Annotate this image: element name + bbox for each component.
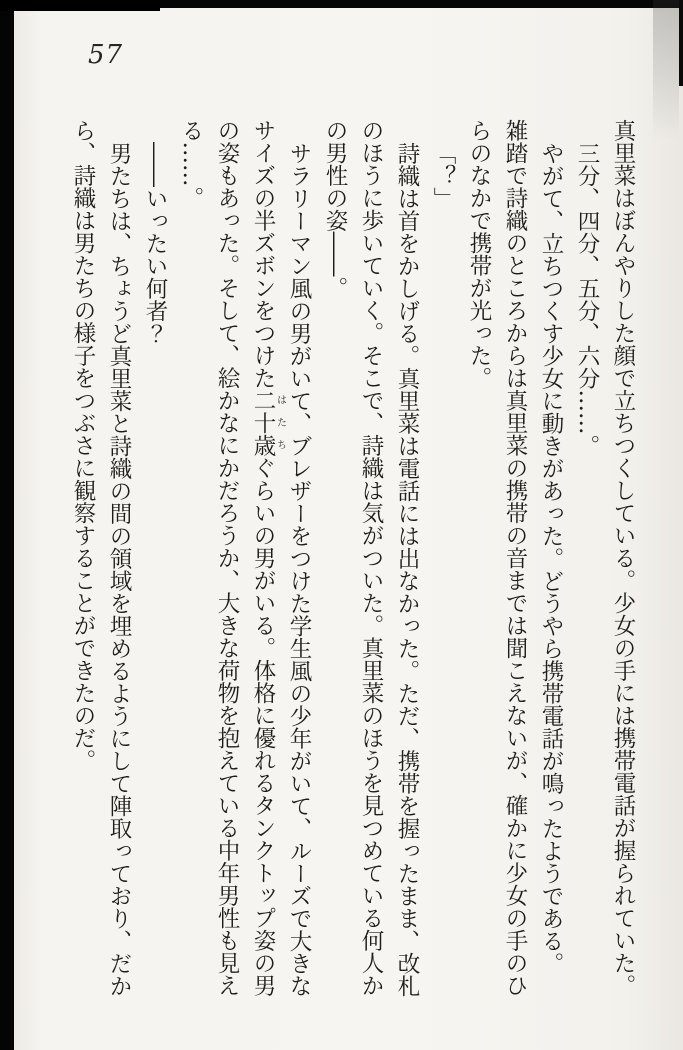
paragraph-5-dialogue: 「？」 bbox=[430, 141, 456, 209]
paragraph-8-thought: ――いったい何者？ bbox=[142, 141, 168, 344]
ruby-text: はたち bbox=[274, 389, 286, 457]
scan-edge-left bbox=[0, 0, 14, 1050]
paragraph-1: 真里菜はぼんやりした顔で立ちつくしている。少女の手には携帯電話が握られていた。 bbox=[610, 119, 636, 997]
scan-edge-right-top bbox=[679, 0, 683, 86]
body-text bbox=[65, 119, 641, 999]
paragraph-6: 詩織は首をかしげる。真里菜は電話には出なかった。ただ、携帯を握ったまま、改札のほうに歩いていく。そこで、詩織は気がついた。真里菜のほうを見つめている何人かの男性の姿――。 bbox=[322, 119, 420, 997]
scan-shadow-right bbox=[653, 0, 679, 140]
paragraph-9: 男たちは、ちょうど真里菜と詩織の間の領域を埋めるようにして陣取っており、だから、詩織は男たちの様子をつぶさに観察することができたのだ。 bbox=[70, 119, 132, 997]
page-number: 57 bbox=[88, 40, 124, 70]
paragraph-7-pre: サラリーマン風の男がいて、ブレザーをつけた学生風の少年がいて、ルーズで大きなサイズの半ズボンをつけた bbox=[250, 119, 312, 997]
scan-edge-top-left-corner bbox=[0, 0, 160, 11]
paragraph-4: 雑踏で詩織のところからは真里菜の携帯の音までは聞こえないが、確かに少女の手のひらのなかで携帯が光った。 bbox=[466, 119, 528, 997]
paragraph-7-post: ぐらいの男がいる。体格に優れるタンクトップ姿の男の姿もあった。そして、絵かなにかだろうか、大きな荷物を抱えている中年男性も見える……。 bbox=[178, 119, 276, 997]
paragraph-3: やがて、立ちつくす少女に動きがあった。どうやら携帯電話が鳴ったようである。 bbox=[538, 141, 564, 974]
paragraph-7 bbox=[173, 119, 317, 999]
paragraph-2: 三分、四分、五分、六分……。 bbox=[574, 141, 600, 457]
ruby-annotation bbox=[250, 389, 286, 457]
ruby-base: 二十歳 bbox=[250, 389, 276, 457]
